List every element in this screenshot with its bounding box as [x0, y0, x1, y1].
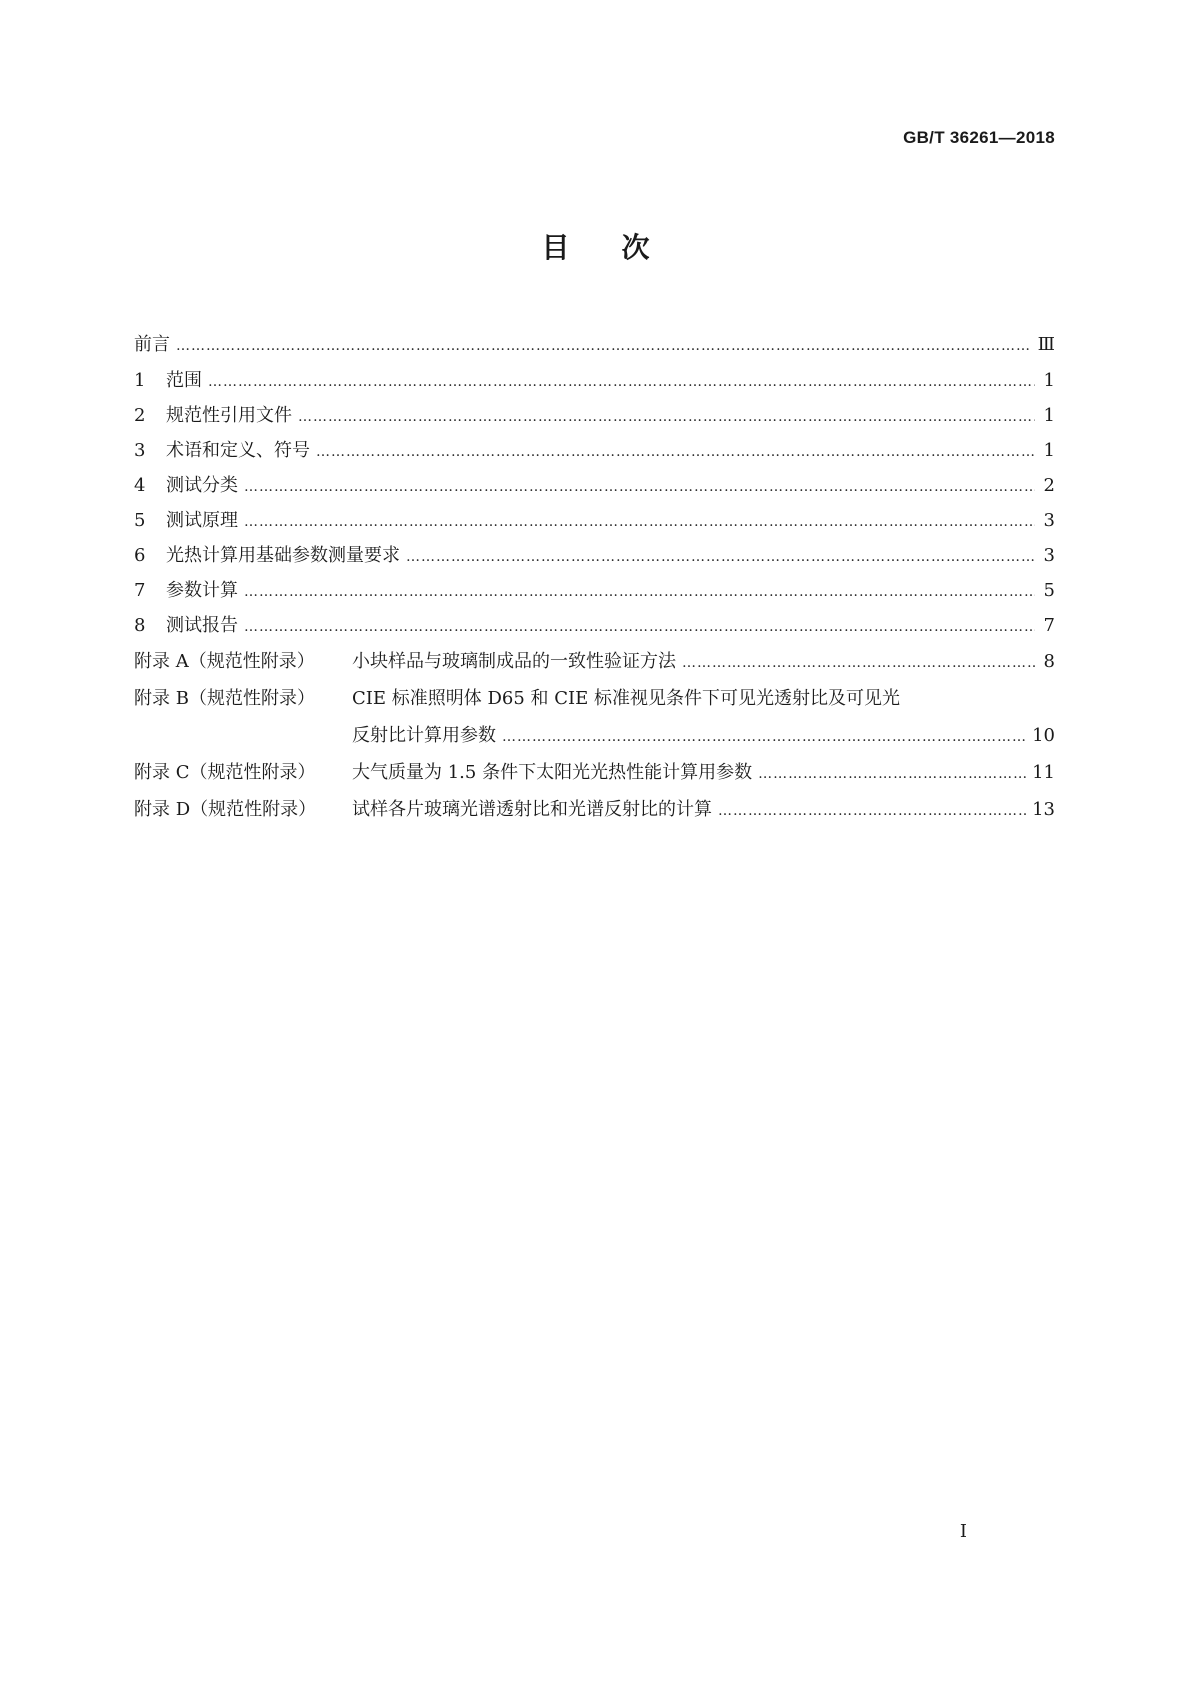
toc-annex-label: 大气质量为 1.5 条件下太阳光光热性能计算用参数	[352, 762, 753, 783]
toc-entry-number: 4	[134, 475, 146, 496]
toc-entry-page: 2	[1043, 475, 1055, 496]
toc-entry-4[interactable]	[134, 468, 1055, 503]
toc-entry-1[interactable]	[134, 363, 1055, 398]
toc-entry-label: 规范性引用文件	[166, 405, 292, 426]
toc-leader-dots	[208, 365, 1035, 400]
toc-entry-page: 7	[1043, 615, 1055, 636]
toc-entry-label: 测试报告	[166, 615, 238, 636]
toc-leader-dots	[406, 540, 1035, 575]
toc-annex-b[interactable]	[134, 680, 1055, 717]
toc-annex-a[interactable]	[134, 643, 1055, 680]
toc-leader-dots	[176, 328, 1032, 365]
toc-entry-label: 测试分类	[166, 475, 238, 496]
toc-leader-dots	[718, 793, 1026, 830]
toc-annex-d[interactable]	[134, 791, 1055, 828]
toc-leader-dots	[502, 719, 1026, 756]
toc-entry-number: 7	[134, 580, 146, 601]
toc-entry-page: 10	[1032, 725, 1055, 746]
toc-entry-number: 6	[134, 545, 146, 566]
toc-leader-dots	[682, 645, 1035, 682]
toc-entry-2[interactable]	[134, 398, 1055, 433]
toc-leader-dots	[298, 400, 1035, 435]
page-title: 目次	[541, 231, 702, 264]
toc-entry-number: 5	[134, 510, 146, 531]
toc-entry-label: 术语和定义、符号	[166, 440, 310, 461]
toc-annex-key: 附录 A（规范性附录）	[134, 651, 315, 672]
toc-entry-number: 2	[134, 405, 146, 426]
toc-leader-dots	[244, 470, 1035, 505]
toc-entry-3[interactable]	[134, 433, 1055, 468]
toc-entry-page: 3	[1043, 510, 1055, 531]
toc-leader-dots	[244, 610, 1035, 645]
toc-entry-5[interactable]	[134, 503, 1055, 538]
toc-entry-foreword[interactable]	[134, 326, 1055, 363]
toc-annex-b-continued[interactable]	[134, 717, 1055, 754]
toc-entry-7[interactable]	[134, 573, 1055, 608]
toc-entry-label: 光热计算用基础参数测量要求	[166, 545, 400, 566]
toc-entry-page: 13	[1032, 799, 1055, 820]
toc-entry-page: 5	[1043, 580, 1055, 601]
toc-entry-label: 范围	[166, 370, 202, 391]
toc-annex-key: 附录 B（规范性附录）	[134, 688, 315, 709]
footer-page-number: I	[959, 1521, 967, 1542]
toc-entry-page: Ⅲ	[1037, 334, 1055, 355]
toc-annex-label: 小块样品与玻璃制成品的一致性验证方法	[352, 651, 676, 672]
toc-entry-page: 1	[1043, 440, 1055, 461]
toc-annex-key: 附录 C（规范性附录）	[134, 762, 316, 783]
toc-entry-label: 前言	[134, 334, 170, 355]
toc-entry-page: 3	[1043, 545, 1055, 566]
toc-entry-page: 1	[1043, 405, 1055, 426]
standard-code: GB/T 36261—2018	[903, 128, 1055, 147]
toc-leader-dots	[316, 435, 1035, 470]
table-of-contents	[134, 326, 1055, 828]
toc-entry-number: 8	[134, 615, 146, 636]
toc-entry-page: 1	[1043, 370, 1055, 391]
toc-entry-page: 11	[1032, 762, 1055, 783]
toc-annex-label: CIE 标准照明体 D65 和 CIE 标准视见条件下可见光透射比及可见光	[352, 688, 900, 709]
toc-annex-c[interactable]	[134, 754, 1055, 791]
toc-annex-label: 试样各片玻璃光谱透射比和光谱反射比的计算	[352, 799, 712, 820]
toc-entry-6[interactable]	[134, 538, 1055, 573]
toc-annex-label-continued: 反射比计算用参数	[352, 725, 496, 746]
toc-leader-dots	[244, 505, 1035, 540]
toc-annex-key: 附录 D（规范性附录）	[134, 799, 317, 820]
toc-entry-8[interactable]	[134, 608, 1055, 643]
toc-entry-number: 1	[134, 370, 146, 391]
toc-leader-dots	[758, 756, 1026, 793]
toc-entry-label: 参数计算	[166, 580, 238, 601]
toc-entry-number: 3	[134, 440, 146, 461]
toc-entry-page: 8	[1043, 651, 1055, 672]
toc-entry-label: 测试原理	[166, 510, 238, 531]
toc-leader-dots	[244, 575, 1035, 610]
